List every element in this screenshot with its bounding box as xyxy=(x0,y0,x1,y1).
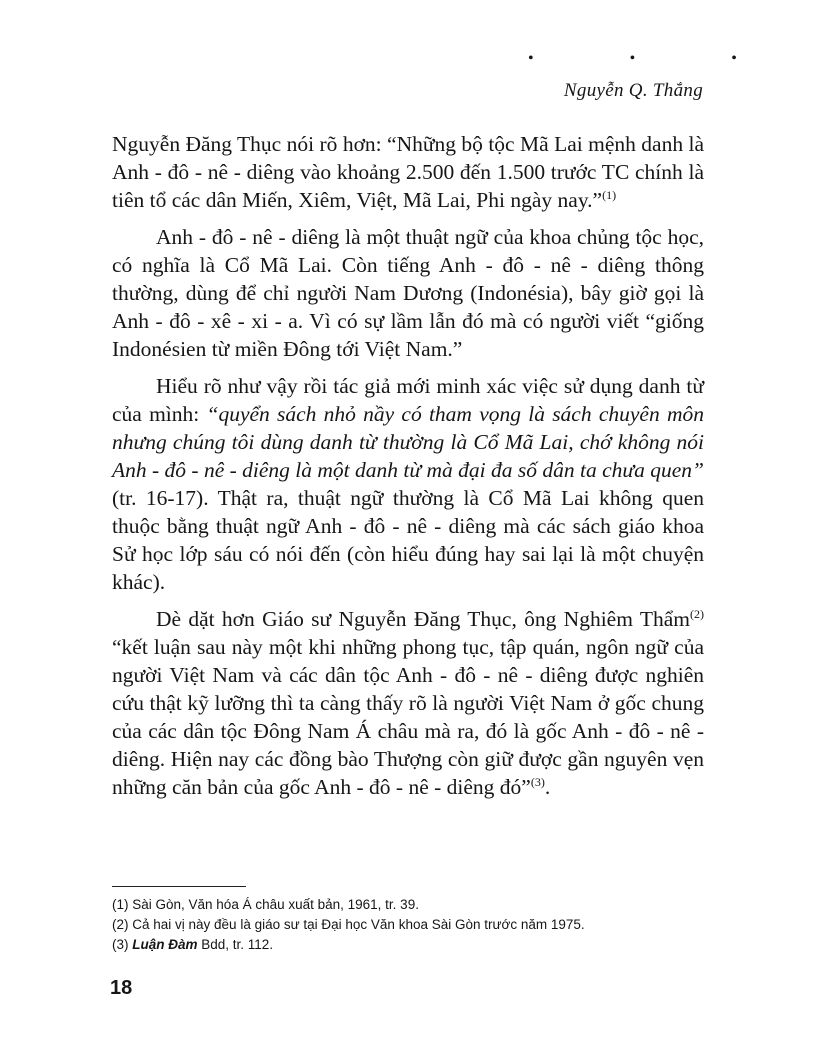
paragraph-4 xyxy=(112,605,704,801)
paragraph-4-text-start: Dè dặt hơn Giáo sư Nguyễn Đăng Thục, ông Nghiêm Thẩm xyxy=(156,607,690,631)
footnote-2: (2) Cả hai vị này đều là giáo sư tại Đại học Văn khoa Sài Gòn trước năm 1975. xyxy=(112,917,585,932)
paragraph-2-text: Anh - đô - nê - diêng là một thuật ngữ của khoa chủng tộc học, có nghĩa là Cổ Mã Lai. Còn tiếng Anh - đô - nê - diêng thông thường, dùng để chỉ người Nam Dương (Indonésia), bây giờ gọi là Anh - đô - xê - xi - a. Vì có sự lầm lẫn đó mà có người viết “giống Indonésien từ miền Đông tới Việt Nam.” xyxy=(112,225,704,361)
page-number: 18 xyxy=(110,977,133,999)
footnote-1: (1) Sài Gòn, Văn hóa Á châu xuất bản, 1961, tr. 39. xyxy=(112,897,419,912)
footnote-3 xyxy=(112,935,712,955)
footnote-3-prefix: (3) xyxy=(112,937,133,952)
footnote-3-suffix: Bdd, tr. 112. xyxy=(197,937,274,952)
body-text xyxy=(112,130,704,810)
footnote-ref-1: (1) xyxy=(602,187,617,202)
footnotes xyxy=(112,895,712,955)
footnote-ref-3: (3) xyxy=(530,774,545,789)
running-header-author: Nguyễn Q. Thắng xyxy=(563,80,703,101)
header-dots: • • • xyxy=(528,50,783,67)
paragraph-4-text-end: “kết luận sau này một khi những phong tục, tập quán, ngôn ngữ của người Việt Nam và các dân tộc Anh - đô - nê - diêng được nghiên cứu thật kỹ lưỡng thì ta càng thấy rõ là người Việt Nam ở gốc chung của các dân tộc Đông Nam Á châu mà ra, đó là gốc Anh - đô - nê - diêng. Hiện nay các đồng bào Thượng còn giữ được gần nguyên vẹn những căn bản của gốc Anh - đô - nê - diêng đó” xyxy=(112,635,704,799)
footnote-ref-2: (2) xyxy=(690,606,704,621)
paragraph-4-period: . xyxy=(544,775,551,799)
paragraph-1-text: Nguyễn Đăng Thục nói rõ hơn: “Những bộ tộc Mã Lai mệnh danh là Anh - đô - nê - diêng vào khoảng 2.500 đến 1.500 trước TC chính là tiên tổ các dân Miến, Xiêm, Việt, Mã Lai, Phi ngày nay.” xyxy=(112,132,704,212)
footnote-3-title: Luận Đàm xyxy=(132,937,198,952)
paragraph-3-text-start: Hiểu rõ như vậy rồi tác giả mới minh xác việc sử dụng danh từ của mình: xyxy=(112,374,704,426)
footnote-divider xyxy=(112,886,246,887)
paragraph-2 xyxy=(112,223,704,363)
paragraph-3-text-end: (tr. 16-17). Thật ra, thuật ngữ thường là Cổ Mã Lai không quen thuộc bằng thuật ngữ Anh - đô - nê - diêng mà các sách giáo khoa Sử học lớp sáu có nói đến (còn hiểu đúng hay sai lại là một chuyện khác). xyxy=(112,486,704,594)
paragraph-3-quote: “quyển sách nhỏ nầy có tham vọng là sách chuyên môn nhưng chúng tôi dùng danh từ thường là Cổ Mã Lai, chớ không nói Anh - đô - nê - diêng là một danh từ mà đại đa số dân ta chưa quen” xyxy=(112,402,704,482)
paragraph-3 xyxy=(112,372,704,596)
paragraph-1 xyxy=(112,130,704,214)
